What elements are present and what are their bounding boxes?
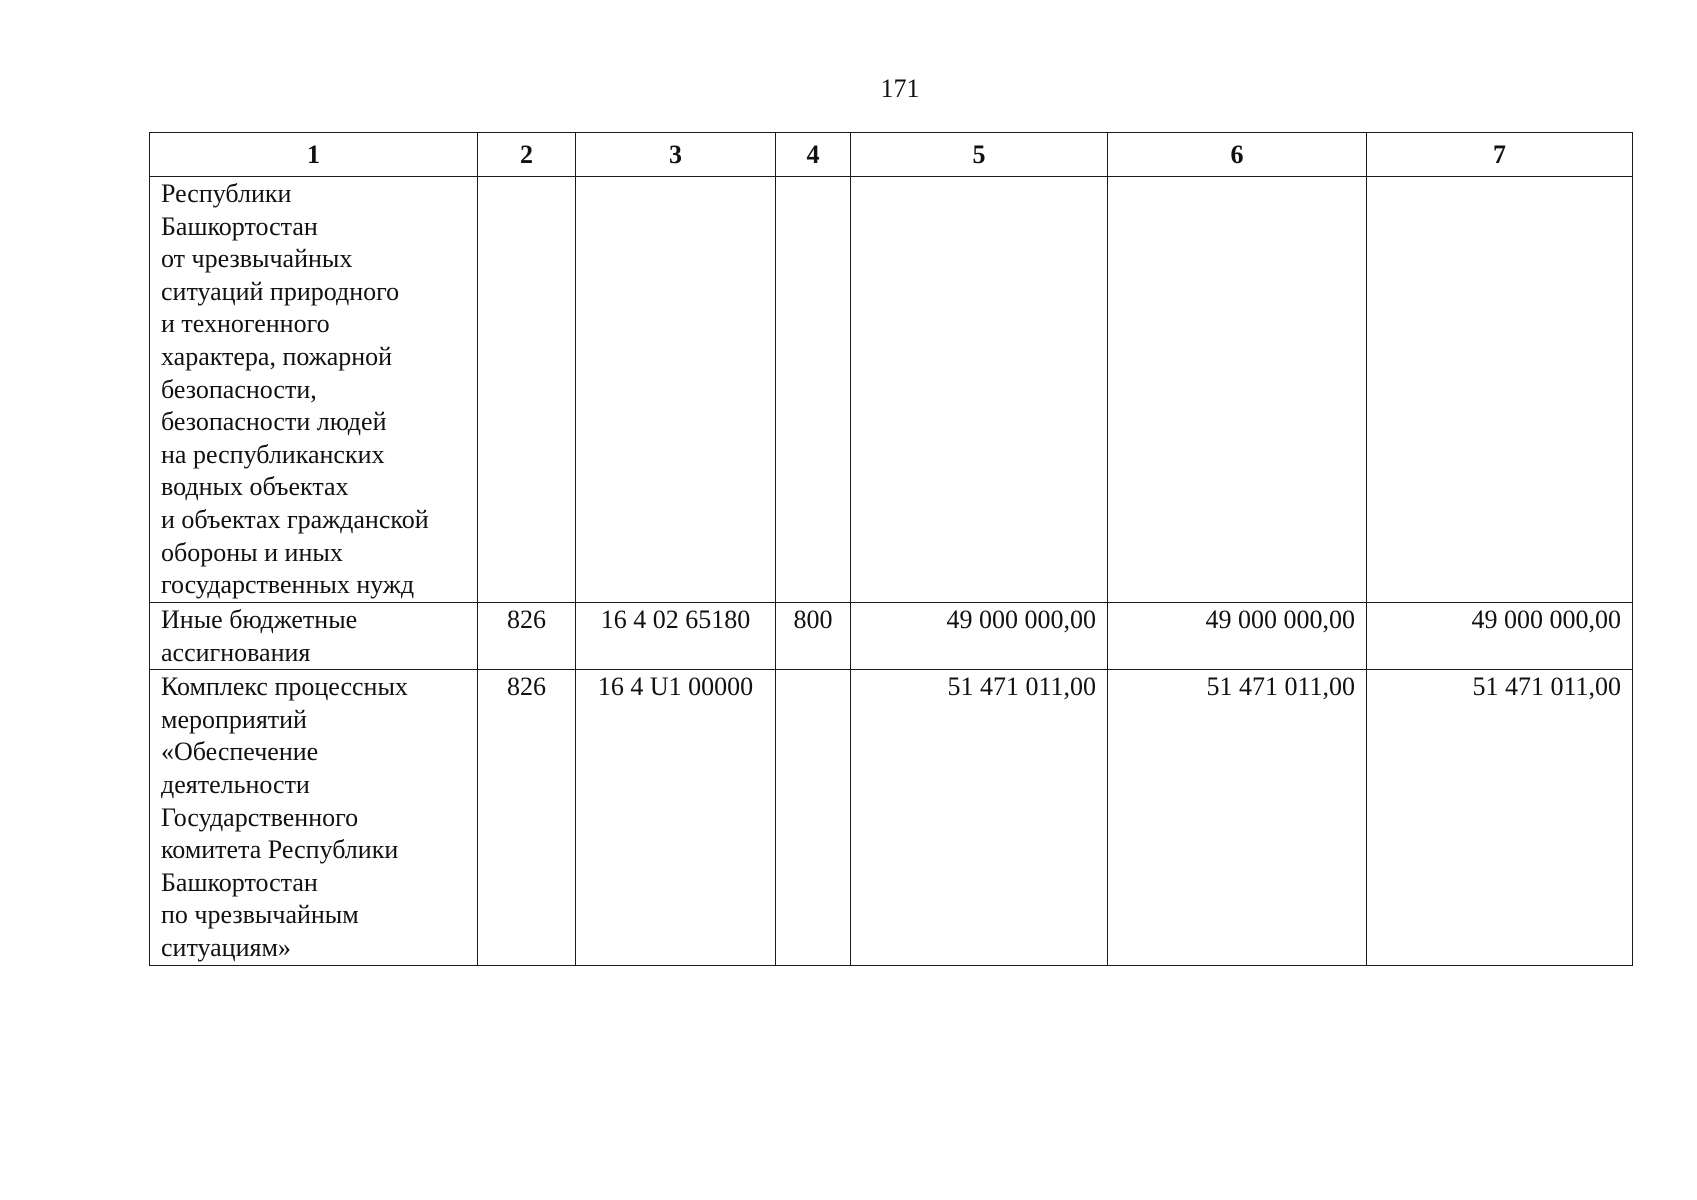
target-code-cell: 16 4 02 65180 bbox=[576, 603, 776, 670]
ministry-code-cell: 826 bbox=[478, 670, 576, 965]
column-header-5: 5 bbox=[851, 133, 1108, 177]
amount-cell-5 bbox=[851, 177, 1108, 603]
amount-cell-6: 49 000 000,00 bbox=[1108, 603, 1367, 670]
row-name-cell: Комплекс процессных мероприятий «Обеспечение деятельности Государственного комитета Республики Башкортостан по чрезвычайным ситуациям» bbox=[150, 670, 478, 965]
target-code-cell: 16 4 U1 00000 bbox=[576, 670, 776, 965]
amount-cell-7 bbox=[1367, 177, 1633, 603]
expense-type-cell: 800 bbox=[776, 603, 851, 670]
column-header-3: 3 bbox=[576, 133, 776, 177]
table-row bbox=[150, 603, 1633, 670]
column-header-6: 6 bbox=[1108, 133, 1367, 177]
amount-cell-6 bbox=[1108, 177, 1367, 603]
column-header-2: 2 bbox=[478, 133, 576, 177]
row-name-cell: Иные бюджетные ассигнования bbox=[150, 603, 478, 670]
ministry-code-cell: 826 bbox=[478, 603, 576, 670]
page-number: 171 bbox=[880, 74, 920, 103]
amount-cell-5: 51 471 011,00 bbox=[851, 670, 1108, 965]
expense-type-cell bbox=[776, 670, 851, 965]
amount-cell-6: 51 471 011,00 bbox=[1108, 670, 1367, 965]
target-code-cell bbox=[576, 177, 776, 603]
column-header-1: 1 bbox=[150, 133, 478, 177]
amount-cell-7: 49 000 000,00 bbox=[1367, 603, 1633, 670]
budget-table bbox=[149, 132, 1633, 966]
expense-type-cell bbox=[776, 177, 851, 603]
column-header-4: 4 bbox=[776, 133, 851, 177]
amount-cell-7: 51 471 011,00 bbox=[1367, 670, 1633, 965]
ministry-code-cell bbox=[478, 177, 576, 603]
amount-cell-5: 49 000 000,00 bbox=[851, 603, 1108, 670]
row-name-cell: Республики Башкортостан от чрезвычайных ситуаций природного и техногенного характера, пожарной безопасности, безопасности людей на республиканских водных объектах и объектах гражданской обороны и иных государственных нужд bbox=[150, 177, 478, 603]
table-row bbox=[150, 670, 1633, 965]
header-row bbox=[150, 133, 1633, 177]
table-row bbox=[150, 177, 1633, 603]
column-header-7: 7 bbox=[1367, 133, 1633, 177]
